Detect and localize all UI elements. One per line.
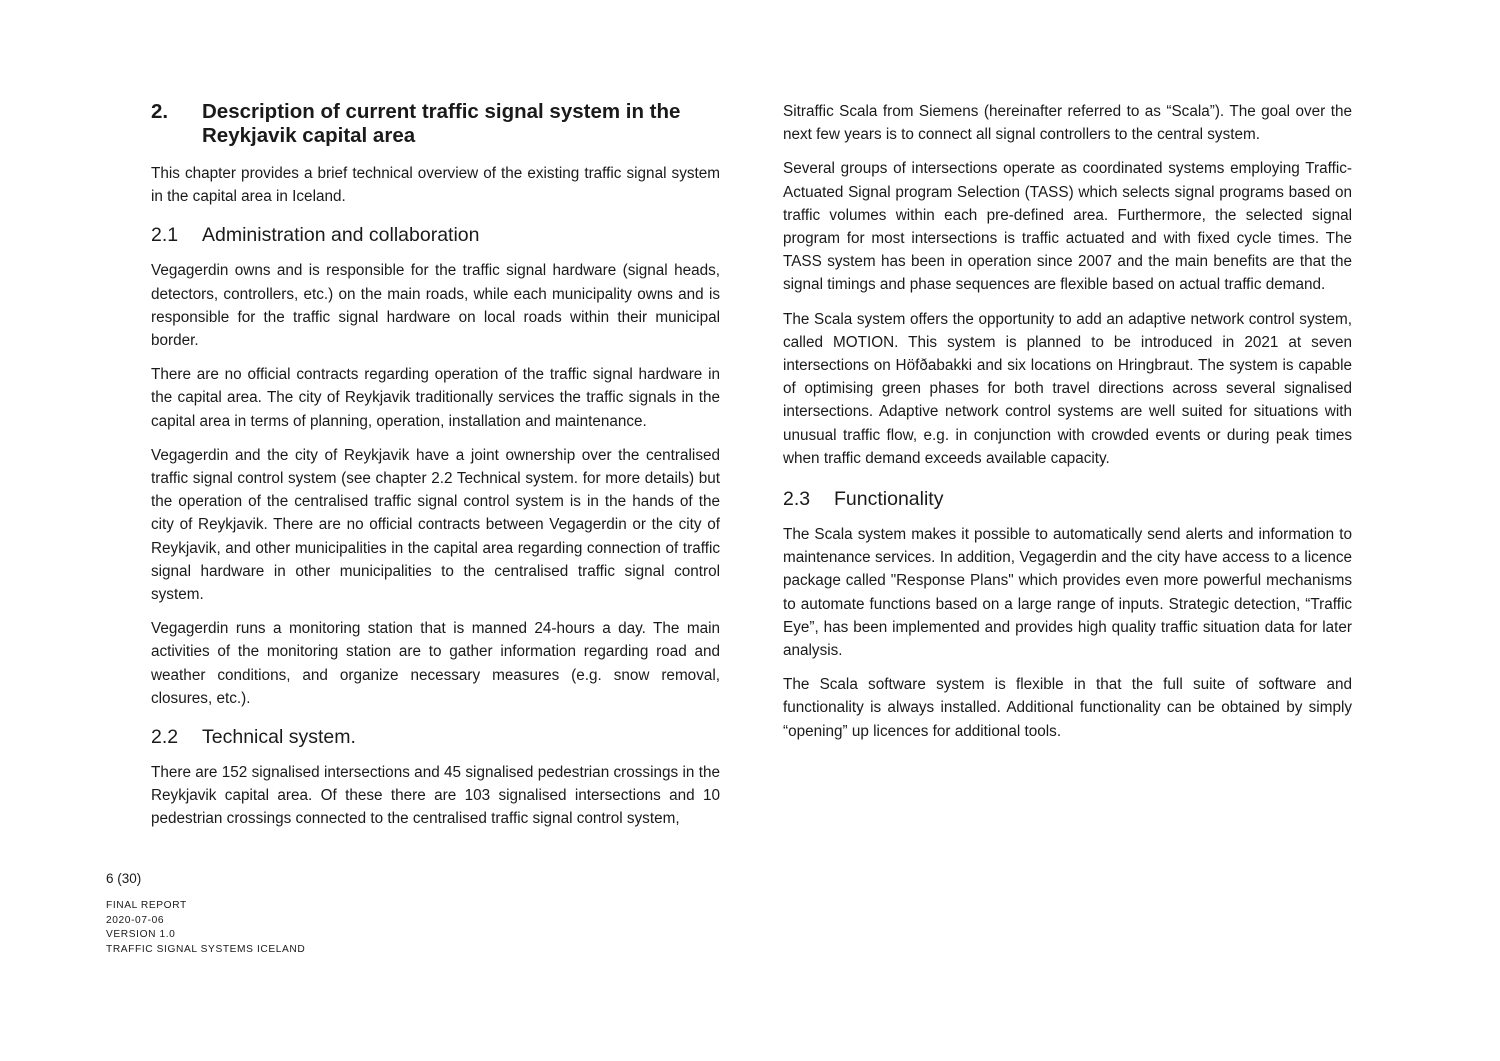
section-number: 2.3 (783, 488, 811, 511)
section-heading-2-2 (151, 725, 720, 749)
section-number: 2.1 (151, 224, 179, 247)
paragraph: The Scala system offers the opportunity to add an adaptive network control system, called MOTION. This system is planned to be introduced in 2021 at seven intersections on Höfðabakki and six locations on Hringbraut. The system is capable of optimising green phases for both travel directions across several signalised intersections. Adaptive network control systems are well suited for situations with unusual traffic flow, e.g. in conjunction with crowded events or during peak times when traffic demand exceeds available capacity. (783, 310, 1352, 467)
section-title: Administration and collaboration (202, 224, 480, 247)
paragraph: There are no official contracts regarding operation of the traffic signal hardware in the capital area. The city of Reykjavik traditionally services the traffic signals in the capital area in terms of planning, operation, installation and maintenance. (151, 366, 720, 430)
paragraph: The Scala software system is flexible in that the full suite of software and functionality is always installed. Additional functionality can be obtained by simply “opening” up licences for additional tools. (783, 676, 1352, 740)
paragraph: There are 152 signalised intersections and 45 signalised pedestrian crossings in the Reykjavik capital area. Of these there are 103 signalised intersections and 10 pedestrian crossings connected to the centralised traffic signal control system, (151, 764, 720, 828)
left-column (151, 100, 720, 842)
report-status: FINAL REPORT (106, 900, 187, 911)
paragraph: Vegagerdin owns and is responsible for the traffic signal hardware (signal heads, detectors, controllers, etc.) on the main roads, while each municipality owns and is responsible for the traffic signal hardware on local roads within their municipal border. (151, 262, 720, 350)
report-version: VERSION 1.0 (106, 929, 176, 940)
section-number: 2.2 (151, 726, 179, 749)
section-heading-2-1 (151, 223, 720, 247)
paragraph: Vegagerdin and the city of Reykjavik have a joint ownership over the centralised traffic signal control system (see chapter 2.2 Technical system. for more details) but the operation of the centralised traffic signal control system is in the hands of the city of Reykjavik. There are no official contracts between Vegagerdin or the city of Reykjavik, and other municipalities in the capital area regarding connection of traffic signal hardware in other municipalities to the centralised traffic signal control system. (151, 446, 720, 604)
paragraph: Several groups of intersections operate as coordinated systems employing Traffic-Actuated Signal program Selection (TASS) which selects signal programs based on traffic volumes within each pre-defined area. Furthermore, the selected signal program for most intersections is traffic actuated and with fixed cycle times. The TASS system has been in operation since 2007 and the main benefits are that the signal timings and phase sequences are flexible based on actual traffic demand. (783, 160, 1352, 294)
chapter-title: Description of current traffic signal system in the Reykjavik capital area (202, 100, 681, 147)
section-heading-2-3 (783, 487, 1352, 511)
section-title: Functionality (834, 488, 944, 511)
page-footer (106, 871, 305, 957)
page-number: 6 (30) (106, 871, 142, 886)
report-date: 2020-07-06 (106, 914, 165, 926)
right-column (783, 100, 1352, 754)
paragraph: Sitraffic Scala from Siemens (hereinafter referred to as “Scala”). The goal over the next few years is to connect all signal controllers to the central system. (783, 103, 1352, 144)
chapter-heading (151, 100, 720, 148)
chapter-intro: This chapter provides a brief technical overview of the existing traffic signal system in the capital area in Iceland. (151, 165, 720, 206)
section-title: Technical system. (202, 726, 356, 749)
paragraph: The Scala system makes it possible to automatically send alerts and information to maintenance services. In addition, Vegagerdin and the city have access to a licence package called "Response Plans" which provides even more powerful mechanisms to automate functions based on a large range of inputs. Strategic detection, “Traffic Eye”, has been implemented and provides high quality traffic situation data for later analysis. (783, 526, 1352, 660)
chapter-number: 2. (151, 100, 169, 123)
paragraph: Vegagerdin runs a monitoring station that is manned 24-hours a day. The main activities of the monitoring station are to gather information regarding road and weather conditions, and organize necessary measures (e.g. snow removal, closures, etc.). (151, 620, 720, 707)
project-name: TRAFFIC SIGNAL SYSTEMS ICELAND (106, 943, 306, 955)
